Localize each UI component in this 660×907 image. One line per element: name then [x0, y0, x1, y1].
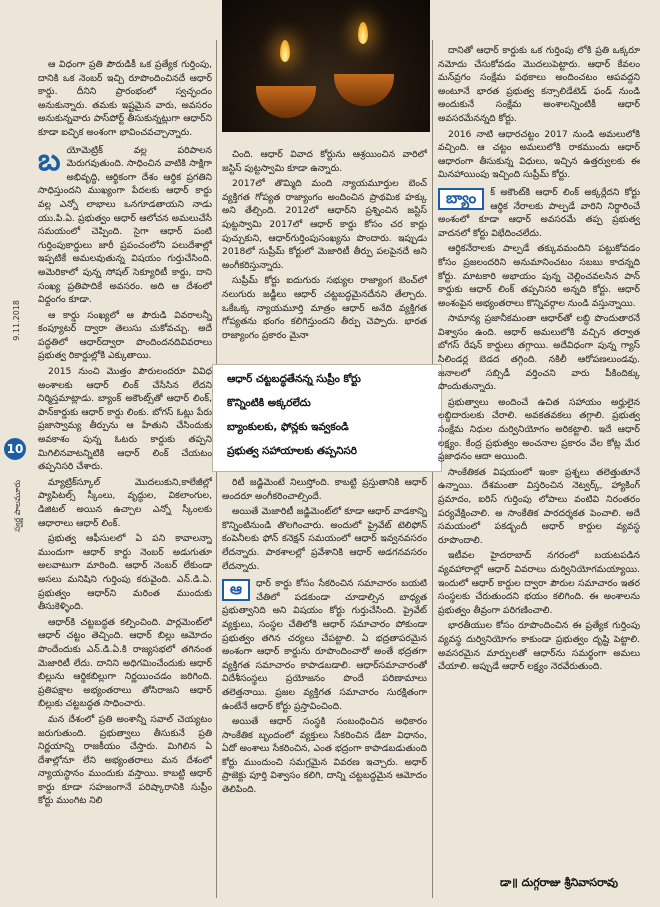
sidebar-publication: స్వర్ణ పాలమూరు: [13, 480, 22, 532]
highlight-item: బ్యాంకులకు, ఫోన్లకు ఇవ్వకండి: [227, 421, 349, 433]
paragraph: ఆ విధంగా ప్రతి పౌరుడికీ ఒక ప్రత్యేక గుర్తింపు, దానికి ఒక నెంబర్ ఇచ్చి రూపొందించినదే ఆధార్ కార్డు. దీనిని ప్రారంభంలో స్వచ్ఛందం అనుకున్నారు. తమకు ఇష్టమైన వారు, అవసరం అనుకున్నవారు పాస్‌పోర్ట్ తీసుకున్నట్లుగా ఆధార్‌ని కూడా ఐచ్ఛిక అంశంగా భావించవచ్చాన్నారు.: [38, 59, 212, 138]
drop-cap: బ: [38, 142, 61, 178]
paragraph: దానితో ఆధార్ కార్డుకు ఒక గుర్తింపు లోకి ప్రతి ఒక్కరూ నమోదు చేసుకోవడం మొదలుపెట్టారు. ఆధార్ కేవలం మన్‌వ్రగం సంక్షేమ పథకాలు అందించటం ఆపవద్దని అంటూనే భారత ప్రభుత్వ కన్సాలిడేటెడ్ ఫండ్ నుండి అందుకునే సంక్షేమ అంశాలన్నింటికీ ఆధార్ అవసరమేనన్నది కోర్టు.: [438, 45, 640, 124]
box-cap: ఆ: [222, 579, 250, 601]
paragraph: 2015 నుంచి మొత్తం పౌరులందరూ వివిధ అంశాలకు ఆధార్ లింక్ చేసేసిన లేదని నిర్మిస్తమాట్లాడు. బ్యాంక్ అకౌంట్స్‌తో ఆధార్ లింక్, పాన్‌కార్డుకు ఆధార్ కార్డు లింకు. బోగస్ ఓట్లు పేరు ప్రజాస్వామ్య తీర్పును ఆ హేతుని చేసిందుకు అవకాశం పున్న ఓటరు కార్డుకు తప్పని మిగిలినవాటన్నిటికి ఆధార్ లింక్ చేయటం తప్పనిసరి చేశారు.: [38, 366, 212, 473]
paragraph: ఇటీవల హైదరాబాద్ నగరంలో బయటపడిన వ్యవహారాల్లో ఆధార్ వివరాలు దుర్వినియోగమయ్యాయి. ఇందులో ఆధార్ కార్డుల ద్వారా పౌరుల సమాచారం ఇతర సంస్థలకు చేరుతుందని భయం కలిగింది. ఈ అంశాలను ప్రభుత్వం తీవ్రంగా పరిగణించాలి.: [438, 550, 640, 616]
paragraph: ఆ కార్డు సంఖ్యలో ఆ పౌరుడి వివరాలన్నీ కంప్యూటర్ ద్వారా తెలుసు చుకోవచ్చు. అదే పద్ధతిలో ఆధార్‌ద్వారా పొందిందనదివివరాలు ప్రభుత్వ రికార్డుల్లోకి ఎక్కుతాయి.: [38, 309, 212, 362]
paragraph: ప్రభుత్వ ఆఫీసులలో ఏ పని కావాలన్నా ముందుగా ఆధార్ కార్డు నెంబర్ అడుగుతూ అలవాటుగా మారింది. ఆధార్ నెంబర్ లేకుండా అసలు మనిషిని గుర్తింపు కరువైంది. ఎన్.డి.ఏ. ప్రభుత్వం ఆధార్‌ని మరింత ముందుకు తీసుకెళ్ళింది.: [38, 533, 212, 613]
paragraph-text: క్ అకౌంట్‌కి ఆధార్ లింక్ అక్కర్లేదని కోర్టు ఆర్థిక నేరాలకు పాల్పడే వారిని నిర్ధారించే అంశంలో కూడా ఆధార్ అవసరమే తప్ప ప్రభుత్వ వాదనలో కోర్టు విభేదించలేదు.: [438, 186, 640, 239]
article-column-2-bottom: [222, 476, 427, 896]
highlights-box: [212, 364, 442, 472]
paragraph: అయితే ఆధార్ సంస్థకి సంబంధించిన అధికారం సాంకేతిక బృందంలో వ్యక్తులు సేకరించిన డేటా విధానం, ఏదో అంశాలు సేకరించిన, ఎంత భద్రంగా కాపాడబడుతుంది కోర్టు ముందుంచి సమగ్రమైన వివరణ ఇచ్చారు. అధార్ ప్రాజెక్టు పూర్తి విశ్వాసం కలిగి, దాన్ని చట్టబద్ధమైన ఆమోదం తెలిపింది.: [222, 716, 427, 796]
paragraph: 2016 నాటి ఆధారచట్టం 2017 నుండి అమలులోకి వచ్చింది. ఆ చట్టం అమలులోకి రాకముందు ఆధార్ ఆధారంగా తీసుకున్న విధులు, ఇచ్చిన ఉత్తర్వులకు ఈ మినహాయింపు ఇచ్చింది సుప్రీమ్ కోర్టు.: [438, 128, 640, 181]
page-number: 10: [4, 438, 26, 460]
flame-right: [358, 22, 368, 44]
paragraph: అయితే మెజారిటీ జడ్జిమెంట్‌లో కూడా ఆధార్ వాడకాన్ని కొన్నింటినుండి తొలగించారు. అందులో ప్రైవేట్ టెలిఫోన్ కంపెనీలకు ఫోన్ కనెక్షన్ సమయంలో ఆధార్ ఇవ్వనవసరం లేదన్నారు. పాఠశాలల్లో ప్రవేశానికి ఆధార్ అడగనవసరం లేదన్నారు.: [222, 506, 427, 572]
paragraph: [38, 144, 212, 307]
lamp-right: [334, 74, 394, 106]
diya-photo: [222, 0, 430, 132]
paragraph: 2017లో తొమ్మిది మంది న్యాయమూర్తుల బెంచ్ వ్యక్తిగత గోప్యత రాజ్యాంగం అందించిన ప్రాథమిక హక్కు అని తేల్చింది. 2012లో ఆధార్‌ని ప్రశ్నించిన జస్టిస్ పుట్టస్వామి 2017లో ఆధార్ కార్డు కోసం చర కార్లు పుచ్చుకుని, ఆధార్‌గుర్తింపుసంఖ్యను పొందారు. ఇప్పుడు 2018లో సుప్రీమ్ కోర్టులో మెజారిటీ తీర్పు పలపైనదే అని అంగీకరిస్తున్నారు.: [222, 178, 427, 271]
paragraph: మన దేశంలో ప్రతి అంశాన్నీ సవాల్ చెయ్యటం జరుగుతుంది. ప్రభుత్వాలు తీసుకునే ప్రతి నిర్ణయాన్ని రాజకీయం చేస్తారు. మిగిలిన ఏ దేశాల్లోనూ లేని అభ్యంతరాలు మన దేశంలో న్యాయస్థానం ముందుకు వస్తాయి. కాబట్టి ఆధార్ కార్డు కూడా సహజంగానే పరిష్కారానికి సుప్రీం కోర్టు ముంగిట నిలి: [38, 713, 212, 807]
paragraph: భారతీయుల కోసం రూపొందించిన ఈ ప్రత్యేక గుర్తింపు వ్యవస్థ దుర్వినియోగం కాకుండా ప్రభుత్వం దృష్టి పెట్టాలి. అవసరమైన మార్పులతో ఆధార్‌ను సమర్థంగా అమలు చేయాలి. అప్పుడే ఆధార్ లక్ష్యం నెరవేరుతుంది.: [438, 620, 640, 673]
paragraph: [438, 186, 640, 240]
author-signature: డా॥ దుగ్గరాజు శ్రీనివాసరావు: [500, 876, 619, 889]
lamp-left: [256, 86, 316, 118]
flame-left: [280, 40, 290, 62]
highlight-item: కొన్నింటికి అక్కరలేదు: [227, 397, 311, 409]
paragraph-text: ధార్ కార్డు కోసం సేకరించిన సమాచారం బయటి చేతిలో పడకుండా చూడాల్సిన బాధ్యత ప్రభుత్వానిది అని విషయం కోర్టు గుర్తుచేసింది. ప్రైవేట్ వ్యక్తులు, సంస్థల చేతిలోకి ఆధార్ సమాచారం పోకుండా ప్రభుత్వం తగిన చర్యలు చేపట్టాలి. ఏ భద్రతాపరమైన అంశంగా ఆధార్ కార్డును రూపొందించారో అంతే భద్రతగా వ్యక్తిగత సమాచారం కాపాడబడాలి. ఆధార్‌సమాచారంతో విదేశీసంస్థలు ప్రయోజనం పొందే పరిణామాలు తలెత్తనాయి. ప్రజల వ్యక్తిగత సమాచారం సురక్షితంగా ఉంటేనే ఆధార్ కోర్టు ప్రస్తావించింది.: [222, 578, 427, 712]
paragraph: ప్రభుత్వాలు అందించే ఉచిత సహాయం అర్హులైన లబ్ధిదారులకు చేరాలి. అవకతవకలు తగ్గాలి. ప్రభుత్వ సంక్షేమ నిధుల దుర్వినియోగం అరికట్టాలి. ఇదే ఆధార్ లక్ష్యం. కేంద్ర ప్రభుత్వం అంచనాల ప్రకారం వేల కోట్ల మేర ప్రజాధనం ఆదా అయింది.: [438, 396, 640, 463]
article-column-1: [38, 58, 212, 896]
paragraph: చింది. ఆధార్ వివాద కోర్టును ఆశ్రయించిన వారిలో జస్టిస్ పుట్టస్వామి కూడా ఉన్నారు.: [222, 149, 427, 174]
paragraph: ఆర్థికనేరాలకు పాల్పడే తక్కువమందిని పట్టుకోవడం కోసం ప్రజలందరిని అనుమానించటం సబబు కాదన్నది కోర్టు. మాటకారి అభాయం పున్న చెల్లించవలసిన పాన్ కార్డుకు ఆధార్ లింక్ తప్పనిసరి అన్నది కోర్టు. ఆధార్ అంశంపైన అభ్యంతరాలు కొన్నివర్గాల నుండి వస్తున్నాయి.: [438, 243, 640, 309]
highlight-item: ఆధార్ చట్టబద్ధతేనన్న సుప్రీం కోర్టు: [227, 373, 361, 385]
page-sidebar: [4, 300, 32, 620]
article-column-3: [438, 44, 640, 870]
sidebar-date: 9.11.2018: [12, 300, 21, 341]
paragraph: సామాన్య ప్రజానీకమంతా ఆధార్‌తో లబ్ధి పొందుతారనే విశ్వాసం ఉంది. ఆధార్ అమలులోకి వచ్చిన తర్వాత బోగస్ రేషన్ కార్డులు తగ్గాయి. అదేవిధంగా పున్న గ్యాస్ సిలిండర్ల బెడద తగ్గింది. నకిలీ ఆరోపణలుండవు. జనాలలో సబ్సిడీ వర్తించని వారు పీకిందిక్కు పొందుతున్నారు.: [438, 313, 640, 393]
paragraph: [222, 577, 427, 713]
paragraph: ఆధార్‌కి చట్టబద్ధత కల్పించింది. పార్లమెంట్‌లో ఆధార్ చట్టం తెచ్చింది. ఆధార్ బిల్లు ఆమోదం పొందేందుకు ఎన్.డి.ఏ.కి రాజ్యసభలో తగినంత మెజారిటీ లేదు. దానిని అధిగమించేందుకు ఆధార్ బిల్లును ఆర్థికబిల్లుగా నిర్ణయించడం జరిగింది. ప్రతిపక్షాల అభ్యంతరాలు తోసిరాజని ఆధార్ బిల్లుకు చట్టబద్ధత సాధించారు.: [38, 616, 212, 710]
paragraph: రిటీ జడ్జిమెంటే నిలుస్తోంది. కాబట్టి ప్రస్తుతానికి ఆధార్ అందరూ అంగీకరించాల్సిందే.: [222, 477, 427, 502]
paragraph-text: యోమెట్రిక్ వల్ల పరిపాలన మెరుగవుతుంది. సాధించిన వాటికి సాక్షిగా అభివృద్ధి, ఆర్థికంగా దేశం ఆర్థిక ప్రగతిని సాధిస్తుందని ముఖ్యంగా పేదలకు ఆధార్ కార్డు వల్ల ఎన్నో లాభాలు ఒనగూడతాయని నాడు యు.పి.ఏ. ప్రభుత్వం ఆధార్ ఆలోచన అమలుచేసే సమయంలో చెప్పింది. సైగా ఆధార్ పంటి గుర్తింపుకార్డులు జారీ ప్రపంచంలోని పలుదేశాల్లో ఇప్పటికే అమలవుతున్న విషయం గుర్తుచేసింది. అమెరికాలో పున్న సోషల్ సెక్యూరిటీ కార్డు, దాని సంఖ్య ప్రతిపాదికే అవసరం. అది ఆ దేశంలో విధ్దంగం కూడా.: [38, 144, 212, 306]
highlight-item: ప్రభుత్వ సహాయాలకు తప్పనిసరి: [227, 445, 357, 457]
article-column-2-top: [222, 148, 427, 360]
paragraph: సుప్రీమ్ కోర్టు ఐదుగురు సభ్యుల రాజ్యాంగ బెంచ్‌లో నలుగురు జడ్జీలు ఆధార్ చట్టబద్ధమైనదేనని తేల్చారు. ఒకేఒక్క న్యాయమూర్తి మాత్రం ఆధార్ అనేది వ్యక్తిగత గోప్యతను భంగం కలిగిస్తుందని తీర్పు చెప్పారు. భారత రాజ్యాంగం ప్రకారం మైనా: [222, 275, 427, 341]
box-cap: బ్యాం: [438, 188, 484, 210]
paragraph: మ్యాట్రిక్‌స్కూల్ మొదలుకుని,కాలేజీల్లో ప్యాపిటల్స్ స్కీంలు, వృద్ధుల, వికలాంగుల, డిజిటల్ అయిన ఉచ్చాల ఎన్నో స్కీంలకు ఆధారాలు ఆధార్ లింక్.: [38, 476, 212, 529]
paragraph: సాంకేతికత విషయంలో ఇంకా ప్రశ్నలు తలెత్తుతూనే ఉన్నాయి. దేశమంతా విస్తరించిన నెట్వర్క్, హ్యాకింగ్ ప్రమాదం, ఐరిస్ గుర్తింపు లోపాలు వంటివి నిరంతరం పర్యవేక్షించాలి. అ సాంకేతిక పారదర్శకత పెంచాలి. అదే సమయంలో పకడ్బందీ ఆధార్ కార్డుల వ్యవస్థ రూపొందాలి.: [438, 466, 640, 546]
